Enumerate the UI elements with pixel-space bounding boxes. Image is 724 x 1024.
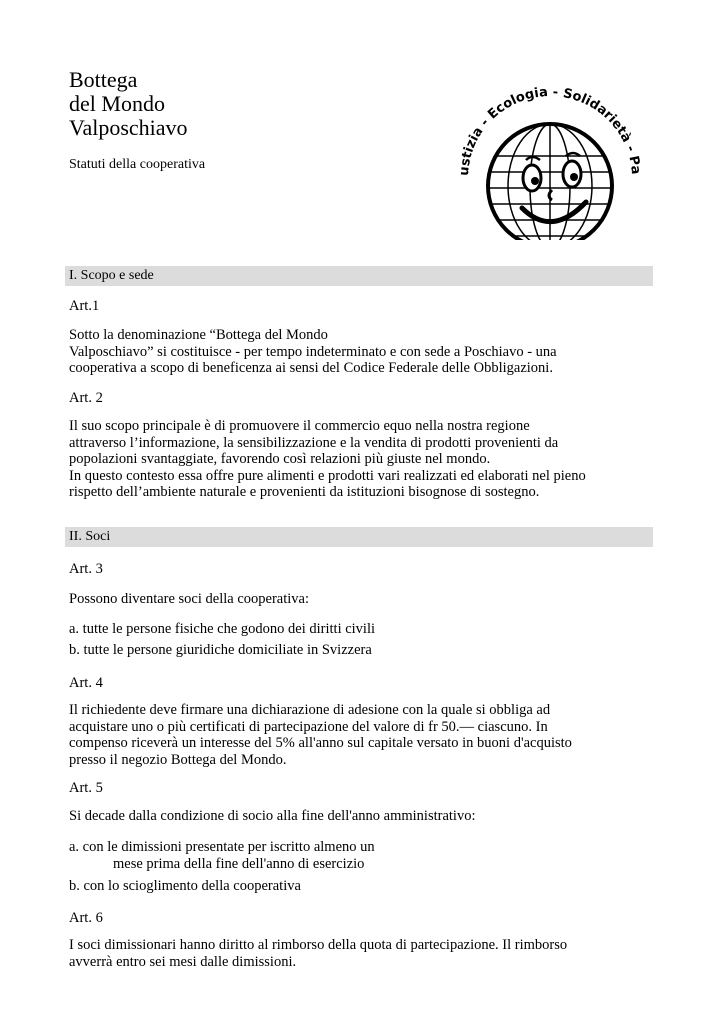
article-label: Art.1 <box>69 298 100 314</box>
text-line: I soci dimissionari hanno diritto al rimborso della quota di partecipazione. Il rimborso <box>69 937 568 953</box>
article-label: Art. 2 <box>69 390 103 406</box>
title-line: Bottega <box>69 67 138 92</box>
article-3-intro: Possono diventare soci della cooperativa: <box>69 591 309 607</box>
text-line: Il suo scopo principale è di promuovere il commercio equo nella nostra regione <box>69 418 530 434</box>
text-line: rispetto dell’ambiente naturale e provenienti da istituzioni bisognose di sostegno. <box>69 484 540 500</box>
article-4-text <box>69 702 669 768</box>
article-2-text <box>69 418 669 501</box>
document-title <box>69 68 188 140</box>
article-label: Art. 6 <box>69 910 103 926</box>
section-heading: II. Soci <box>65 527 653 547</box>
article-5-intro: Si decade dalla condizione di socio alla fine dell'anno amministrativo: <box>69 808 476 824</box>
text-line: avverrà entro sei mesi dalle dimissioni. <box>69 953 297 970</box>
text-line: Il richiedente deve firmare una dichiarazione di adesione con la quale si obbliga ad <box>69 702 551 718</box>
text-line: a. con le dimissioni presentate per iscritto almeno un <box>69 839 375 855</box>
text-line: Valposchiavo” si costituisce - per tempo indeterminato e con sede a Poschiavo - una <box>69 343 557 360</box>
article-label: Art. 4 <box>69 675 103 691</box>
list-item: b. tutte le persone giuridiche domiciliate in Svizzera <box>69 642 372 658</box>
list-item <box>69 839 669 872</box>
section-heading: I. Scopo e sede <box>65 266 653 286</box>
text-line: mese prima della fine dell'anno di esercizio <box>113 855 365 872</box>
text-line: popolazioni svantaggiate, favorendo così relazioni più giuste nel mondo. <box>69 451 491 467</box>
text-line: In questo contesto essa offre pure alimenti e prodotti vari realizzati ed elaborati nel pieno <box>69 467 586 484</box>
title-line: del Mondo <box>69 91 165 116</box>
text-line: acquistare uno o più certificati di partecipazione del valore di fr 50.— ciascuno. In <box>69 718 548 735</box>
text-line: Sotto la denominazione “Bottega del Mondo <box>69 327 328 343</box>
smiling-globe-icon <box>452 68 648 240</box>
article-1-text <box>69 327 669 377</box>
text-line: presso il negozio Bottega del Mondo. <box>69 751 287 768</box>
text-line: cooperativa a scopo di beneficenza ai sensi del Codice Federale delle Obbligazioni. <box>69 360 553 376</box>
text-line: compenso riceverà un interesse del 5% all'anno sul capitale versato in buoni d'acquisto <box>69 735 572 751</box>
article-label: Art. 5 <box>69 780 103 796</box>
list-item: a. tutte le persone fisiche che godono dei diritti civili <box>69 621 376 637</box>
article-6-text <box>69 937 669 970</box>
list-item: b. con lo scioglimento della cooperativa <box>69 878 301 894</box>
logo <box>452 68 648 240</box>
document-subtitle: Statuti della cooperativa <box>69 157 206 172</box>
text-line: attraverso l’informazione, la sensibilizzazione e la vendita di prodotti provenienti da <box>69 434 559 451</box>
article-label: Art. 3 <box>69 561 103 577</box>
title-line: Valposchiavo <box>69 115 188 140</box>
logo-circle-text: ustizia - Ecologia - Solidarietà - Pa <box>456 84 643 177</box>
